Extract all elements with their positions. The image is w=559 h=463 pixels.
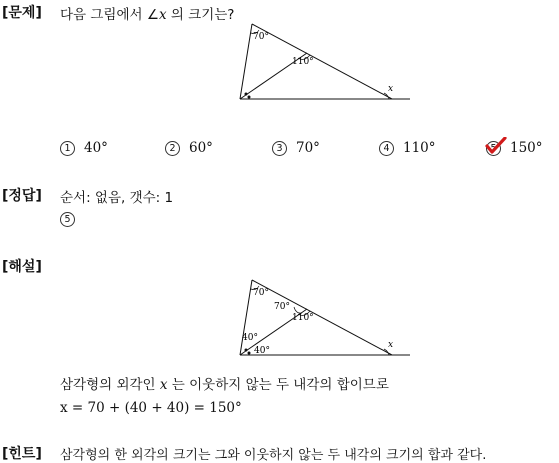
sfig-left-side [240,280,252,355]
choice-5[interactable] [486,140,543,156]
choice-3[interactable] [272,140,320,156]
check-mark-icon [485,137,507,155]
answer-tag: [정답] [2,188,42,204]
sfig-label-left: 40° [242,333,258,343]
question-prefix: 다음 그림에서 ∠ [60,7,159,23]
problem-figure [236,18,414,106]
choice-number: 1 [60,141,75,156]
choice-2[interactable] [165,140,213,156]
sfig-label-top: 70° [253,288,269,298]
fig-right-side [252,24,392,99]
sfig-label-x: x [388,340,394,350]
fig-label-top: 70° [253,32,269,42]
choice-value: 110° [403,140,436,156]
solution-text [60,373,389,393]
solution-equation: x = 70 + (40 + 40) = 150° [60,400,242,416]
problem-question [60,3,234,23]
fig-dot-upper [245,93,248,96]
choice-number: 4 [379,141,394,156]
answer-choice-number: 5 [60,212,75,227]
fig-label-mid: 110° [292,57,314,67]
sfig-label-bottom: 40° [254,346,270,356]
choice-4[interactable] [379,140,436,156]
fig-dot-lower [248,96,251,99]
choice-value: 150° [510,140,543,156]
question-suffix: 의 크기는? [166,7,235,23]
solution-figure [236,274,414,362]
sfig-label-inner: 70° [274,302,290,312]
question-var: x [158,7,167,23]
solution-text-prefix: 삼각형의 외각인 [60,377,160,393]
choice-1[interactable] [60,140,108,156]
solution-text-var: x [159,377,168,393]
hint-tag: [힌트] [2,446,42,462]
sfig-right-side [252,280,392,355]
choice-number: 5 [486,141,501,156]
sfig-label-mid: 110° [292,313,314,323]
choice-value: 40° [84,140,108,156]
sfig-dot-upper [245,349,248,352]
choice-number: 3 [272,141,287,156]
choice-value: 60° [189,140,213,156]
solution-tag: [해설] [2,259,42,275]
solution-text-suffix: 는 이웃하지 않는 두 내각의 합이므로 [167,377,389,393]
fig-left-side [240,24,252,99]
answer-choice [60,212,84,227]
fig-label-x: x [388,84,394,94]
sfig-dot-lower [248,352,251,355]
answer-line: 순서: 없음, 갯수: 1 [60,190,174,206]
choice-5-marker [486,141,510,156]
hint-text: 삼각형의 한 외각의 크기는 그와 이웃하지 않는 두 내각의 크기의 합과 같다. [60,448,487,463]
choice-value: 70° [296,140,320,156]
choice-number: 2 [165,141,180,156]
problem-tag: [문제] [2,5,42,21]
